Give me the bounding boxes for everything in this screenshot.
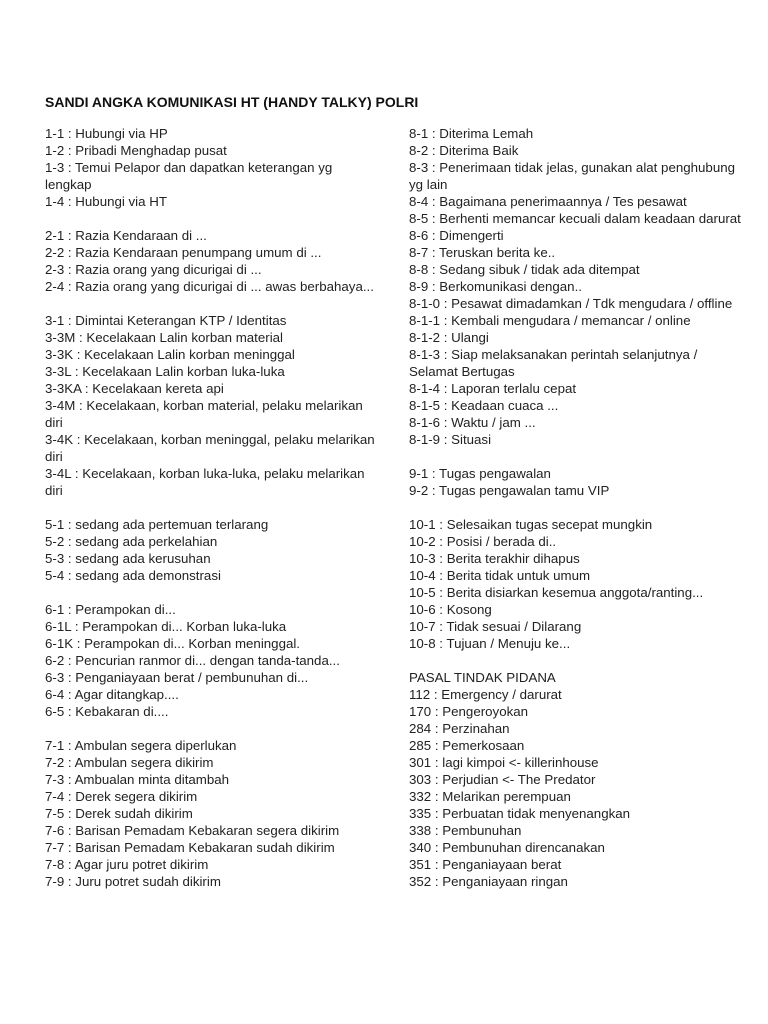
code-entry: 6-1K : Perampokan di... Korban meninggal. [45, 636, 301, 651]
code-entry: 10-7 : Tidak sesuai / Dilarang [409, 619, 582, 634]
code-entry: 351 : Penganiayaan berat [409, 857, 562, 872]
code-entry: 3-4M : Kecelakaan, korban material, pelaku melarikan diri [45, 398, 363, 430]
code-entry: 7-1 : Ambulan segera diperlukan [45, 738, 237, 753]
code-entry: 6-3 : Penganiayaan berat / pembunuhan di... [45, 670, 309, 685]
code-entry: 8-1-4 : Laporan terlalu cepat [409, 381, 577, 396]
code-entry: 6-5 : Kebakaran di.... [45, 704, 169, 719]
code-entry: 1-1 : Hubungi via HP [45, 126, 168, 141]
code-entry: 3-4L : Kecelakaan, korban luka-luka, pelaku melarikan diri [45, 466, 365, 498]
code-entry: 6-1L : Perampokan di... Korban luka-luka [45, 619, 287, 634]
code-entry: 285 : Pemerkosaan [409, 738, 525, 753]
code-entry: 8-1-2 : Ulangi [409, 330, 489, 345]
code-entry: 170 : Pengeroyokan [409, 704, 529, 719]
code-entry: 2-2 : Razia Kendaraan penumpang umum di ... [45, 245, 322, 260]
code-entry: 8-5 : Berhenti memancar kecuali dalam keadaan darurat [409, 211, 741, 226]
code-entry: 8-4 : Bagaimana penerimaannya / Tes pesawat [409, 194, 687, 209]
code-entry: 5-3 : sedang ada kerusuhan [45, 551, 211, 566]
code-group [45, 516, 375, 584]
code-entry: 8-6 : Dimengerti [409, 228, 504, 243]
code-entry: 8-1-5 : Keadaan cuaca ... [409, 398, 559, 413]
code-entry: 7-5 : Derek sudah dikirim [45, 806, 193, 821]
code-entry: 10-3 : Berita terakhir dihapus [409, 551, 580, 566]
code-entry: 8-3 : Penerimaan tidak jelas, gunakan alat penghubung yg lain [409, 160, 736, 192]
code-entry: 8-1-6 : Waktu / jam ... [409, 415, 536, 430]
code-entry: 3-3K : Kecelakaan Lalin korban meninggal [45, 347, 295, 362]
code-entry: 8-1-1 : Kembali mengudara / memancar / online [409, 313, 691, 328]
code-group [409, 516, 744, 652]
code-group [45, 737, 375, 890]
code-entry: 8-8 : Sedang sibuk / tidak ada ditempat [409, 262, 640, 277]
code-entry: 9-2 : Tugas pengawalan tamu VIP [409, 483, 610, 498]
code-entry: PASAL TINDAK PIDANA [409, 670, 556, 685]
code-entry: 10-6 : Kosong [409, 602, 492, 617]
code-entry: 10-1 : Selesaikan tugas secepat mungkin [409, 517, 653, 532]
code-entry: 3-3M : Kecelakaan Lalin korban material [45, 330, 283, 345]
code-entry: 10-4 : Berita tidak untuk umum [409, 568, 591, 583]
code-entry: 112 : Emergency / darurat [409, 687, 562, 702]
code-entry: 8-1-0 : Pesawat dimadamkan / Tdk mengudara / offline [409, 296, 733, 311]
code-entry: 1-4 : Hubungi via HT [45, 194, 167, 209]
code-entry: 284 : Perzinahan [409, 721, 510, 736]
code-entry: 3-1 : Dimintai Keterangan KTP / Identitas [45, 313, 287, 328]
code-entry: 10-5 : Berita disiarkan kesemua anggota/ranting... [409, 585, 704, 600]
code-entry: 2-3 : Razia orang yang dicurigai di ... [45, 262, 262, 277]
code-entry: 332 : Melarikan perempuan [409, 789, 571, 804]
code-entry: 1-3 : Temui Pelapor dan dapatkan keterangan yg lengkap [45, 160, 333, 192]
code-entry: 7-8 : Agar juru potret dikirim [45, 857, 209, 872]
code-entry: 5-1 : sedang ada pertemuan terlarang [45, 517, 269, 532]
code-group [45, 227, 375, 295]
document-title: SANDI ANGKA KOMUNIKASI HT (HANDY TALKY) POLRI [45, 94, 419, 110]
code-entry: 301 : lagi kimpoi <- killerinhouse [409, 755, 599, 770]
code-group [45, 601, 375, 720]
code-entry: 5-4 : sedang ada demonstrasi [45, 568, 221, 583]
code-entry: 8-2 : Diterima Baik [409, 143, 519, 158]
code-group [409, 125, 744, 448]
code-entry: 6-2 : Pencurian ranmor di... dengan tanda-tanda... [45, 653, 340, 668]
code-entry: 303 : Perjudian <- The Predator [409, 772, 596, 787]
code-entry: 7-2 : Ambulan segera dikirim [45, 755, 214, 770]
code-entry: 8-1-9 : Situasi [409, 432, 492, 447]
code-entry: 7-9 : Juru potret sudah dikirim [45, 874, 221, 889]
code-entry: 8-1 : Diterima Lemah [409, 126, 534, 141]
code-entry: 352 : Penganiayaan ringan [409, 874, 568, 889]
code-entry: 6-1 : Perampokan di... [45, 602, 176, 617]
code-entry: 5-2 : sedang ada perkelahian [45, 534, 218, 549]
code-group [45, 312, 375, 499]
code-entry: 3-3L : Kecelakaan Lalin korban luka-luka [45, 364, 285, 379]
left-column [45, 125, 375, 907]
code-entry: 7-3 : Ambualan minta ditambah [45, 772, 230, 787]
code-entry: 335 : Perbuatan tidak menyenangkan [409, 806, 631, 821]
code-entry: 6-4 : Agar ditangkap.... [45, 687, 179, 702]
code-entry: 10-2 : Posisi / berada di.. [409, 534, 557, 549]
code-entry: 338 : Pembunuhan [409, 823, 522, 838]
code-group [409, 465, 744, 499]
right-column [409, 125, 744, 907]
code-entry: 10-8 : Tujuan / Menuju ke... [409, 636, 571, 651]
code-entry: 7-4 : Derek segera dikirim [45, 789, 198, 804]
code-group [409, 669, 744, 890]
code-entry: 2-1 : Razia Kendaraan di ... [45, 228, 207, 243]
code-entry: 7-7 : Barisan Pemadam Kebakaran sudah dikirim [45, 840, 335, 855]
code-entry: 8-1-3 : Siap melaksanakan perintah selanjutnya / Selamat Bertugas [409, 347, 698, 379]
code-entry: 7-6 : Barisan Pemadam Kebakaran segera dikirim [45, 823, 340, 838]
code-entry: 1-2 : Pribadi Menghadap pusat [45, 143, 227, 158]
code-entry: 340 : Pembunuhan direncanakan [409, 840, 605, 855]
code-group [45, 125, 375, 210]
code-entry: 2-4 : Razia orang yang dicurigai di ... awas berbahaya... [45, 279, 374, 294]
code-entry: 3-3KA : Kecelakaan kereta api [45, 381, 224, 396]
code-entry: 3-4K : Kecelakaan, korban meninggal, pelaku melarikan diri [45, 432, 375, 464]
code-entry: 8-7 : Teruskan berita ke.. [409, 245, 556, 260]
code-entry: 9-1 : Tugas pengawalan [409, 466, 551, 481]
code-entry: 8-9 : Berkomunikasi dengan.. [409, 279, 582, 294]
